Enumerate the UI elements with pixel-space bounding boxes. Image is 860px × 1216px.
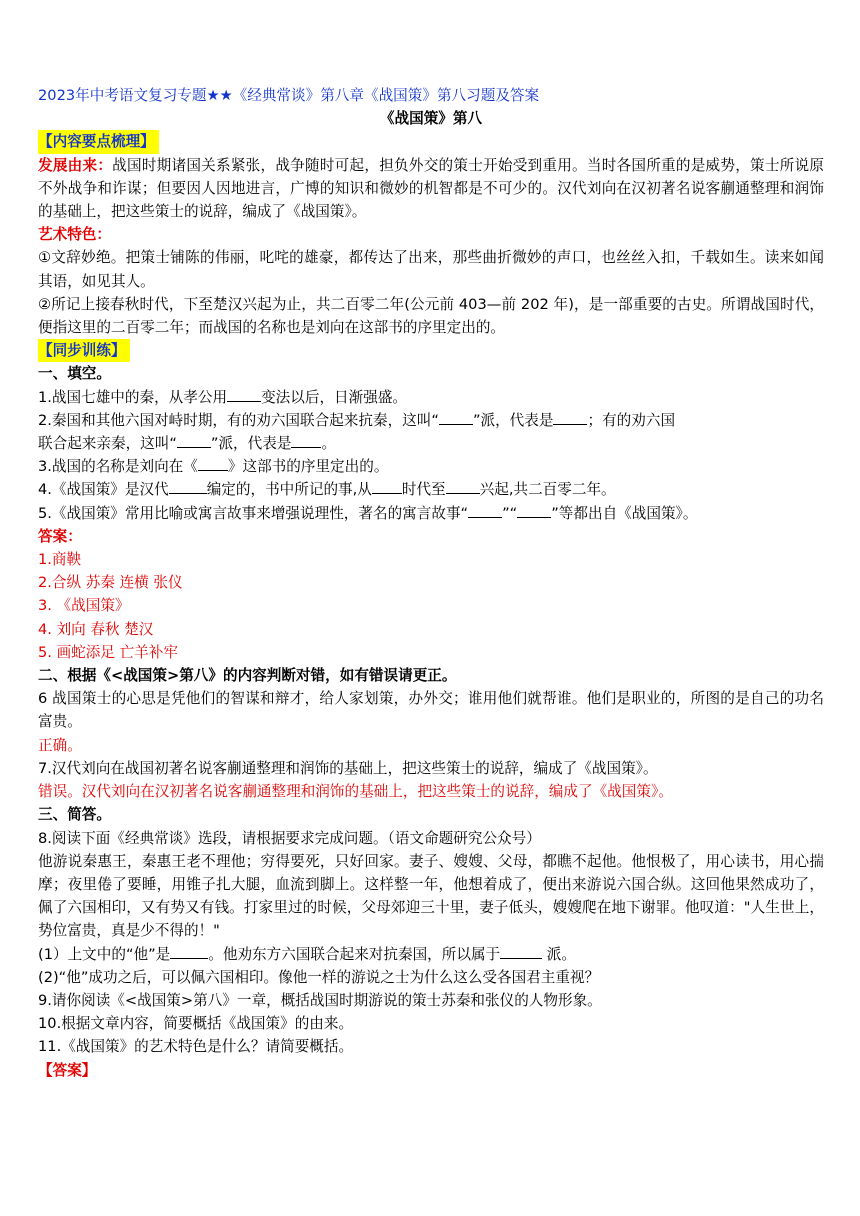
answer-blank[interactable] (553, 410, 587, 425)
answer-blank[interactable] (291, 433, 321, 448)
answer-blank[interactable] (468, 503, 502, 518)
answer-7: 错误。汉代刘向在汉初著名说客蒯通整理和润饰的基础上，把这些策士的说辞，编成了《战国策》。 (38, 783, 673, 801)
question-5: 5.《战国策》常用比喻或寓言故事来增强说理性，著名的寓言故事“ ”“ ”等都出自《战国策》。 (38, 504, 698, 522)
part3-title: 三、简答。 (38, 806, 111, 824)
answer-blank[interactable] (500, 944, 542, 959)
question-9: 9.请你阅读《<战国策>第八》一章，概括战国时期游说的策士苏秦和张仪的人物形象。 (38, 991, 602, 1009)
answer-2: 2.合纵 苏秦 连横 张仪 (38, 574, 183, 592)
question-11: 11.《战国策》的艺术特色是什么？请简要概括。 (38, 1038, 354, 1056)
question-4: 4.《战国策》是汉代 编定的，书中所记的事,从 时代至 兴起,共二百零二年。 (38, 481, 616, 499)
answer-blank[interactable] (198, 456, 228, 471)
answer-4: 4. 刘向 春秋 楚汉 (38, 620, 154, 638)
section-tag-summary: 【内容要点梳理】 (38, 130, 159, 153)
art-label: 艺术特色： (38, 226, 111, 244)
answer-3: 3. 《战国策》 (38, 597, 130, 615)
origin-label: 发展由来： (38, 156, 113, 174)
answer-blank[interactable] (177, 433, 211, 448)
answer-blank[interactable] (446, 479, 480, 494)
question-3: 3.战国的名称是刘向在《 》这部书的序里定出的。 (38, 458, 389, 476)
document-page (38, 84, 824, 1082)
art-point-1: ①文辞妙绝。把策士铺陈的伟丽，叱咤的雄豪，都传达了出来，那些曲折微妙的声口，也丝丝入扣，千载如生。读来如闻其语，如见其人。 (38, 249, 824, 290)
part1-title: 一、填空。 (38, 365, 111, 383)
art-point-2: ②所记上接春秋时代，下至楚汉兴起为止，共二百零二年(公元前 403—前 202 年)，是一部重要的古史。所谓战国时代，便指这里的二百零二年；而战国的名称也是刘向在这部书的序里定出的。 (38, 295, 824, 337)
question-8-1: (1）上文中的“他”是 。他劝东方六国联合起来对抗秦国，所以属于 派。 (38, 945, 576, 963)
answer-1: 1.商鞅 (38, 551, 82, 569)
answer-5: 5. 画蛇添足 亡羊补牢 (38, 643, 178, 661)
question-2: 2.秦国和其他六国对峙时期，有的劝六国联合起来抗秦，这叫“ ”派，代表是 ；有的劝六国 联合起来亲秦，这叫“ ”派，代表是 。 (38, 411, 676, 453)
reading-passage: 他游说秦惠王，秦惠王老不理他；穷得要死，只好回家。妻子、嫂嫂、父母，都瞧不起他。他恨极了，用心读书，用心揣摩；夜里倦了要睡，用锥子扎大腿，血流到脚上。这样整一年，他想着成了，便出来游说六国合纵。这回他果然成功了，佩了六国相印，又有势又有钱。打家里过的时候，父母郊迎三十里，妻子低头，嫂嫂爬在地下谢罪。他叹道："人生世上，势位富贵，真是少不得的！" (38, 852, 824, 940)
question-1: 1.战国七雄中的秦，从孝公用 变法以后，日渐强盛。 (38, 388, 408, 406)
chapter-subtitle: 《战国策》第八 (379, 110, 483, 128)
answer-6: 正确。 (38, 736, 82, 754)
answer-blank[interactable] (372, 479, 402, 494)
document-title: 2023年中考语文复习专题★★《经典常谈》第八章《战国策》第八习题及答案 (38, 87, 540, 104)
question-10: 10.根据文章内容，简要概括《战国策》的由来。 (38, 1015, 354, 1033)
question-7: 7.汉代刘向在战国初著名说客蒯通整理和润饰的基础上，把这些策士的说辞，编成了《战国策》。 (38, 759, 658, 777)
origin-text: 战国时期诸国关系紧张，战争随时可起，担负外交的策士开始受到重用。当时各国所重的是威势，策士所说原不外战争和诈谋；但要因人因地进言，广博的知识和微妙的机智都是不可少的。汉代刘向在汉初著名说客蒯通整理和润饰的基础上，把这些策士的说辞，编成了《战国策》。 (38, 156, 824, 221)
answer-blank[interactable] (169, 479, 207, 494)
question-8: 8.阅读下面《经典常谈》选段，请根据要求完成问题。（语文命题研究公众号） (38, 829, 541, 847)
section-tag-practice: 【同步训练】 (38, 339, 130, 362)
origin-paragraph (38, 154, 824, 224)
answers-label: 答案： (38, 527, 82, 545)
answer-blank[interactable] (439, 410, 473, 425)
question-8-2: (2)“他”成功之后，可以佩六国相印。像他一样的游说之士为什么这么受各国君主重视？ (38, 968, 600, 986)
answer-blank[interactable] (517, 503, 551, 518)
part2-title: 二、根据《<战国策>第八》的内容判断对错，如有错误请更正。 (38, 667, 457, 685)
answer-blank[interactable] (227, 387, 261, 402)
question-6: 6 战国策士的心思是凭他们的智谋和辩才，给人家划策，办外交；谁用他们就帮谁。他们是职业的，所图的是自己的功名富贵。 (38, 690, 824, 731)
answer-blank[interactable] (170, 944, 208, 959)
answer-tag: 【答案】 (38, 1061, 97, 1079)
